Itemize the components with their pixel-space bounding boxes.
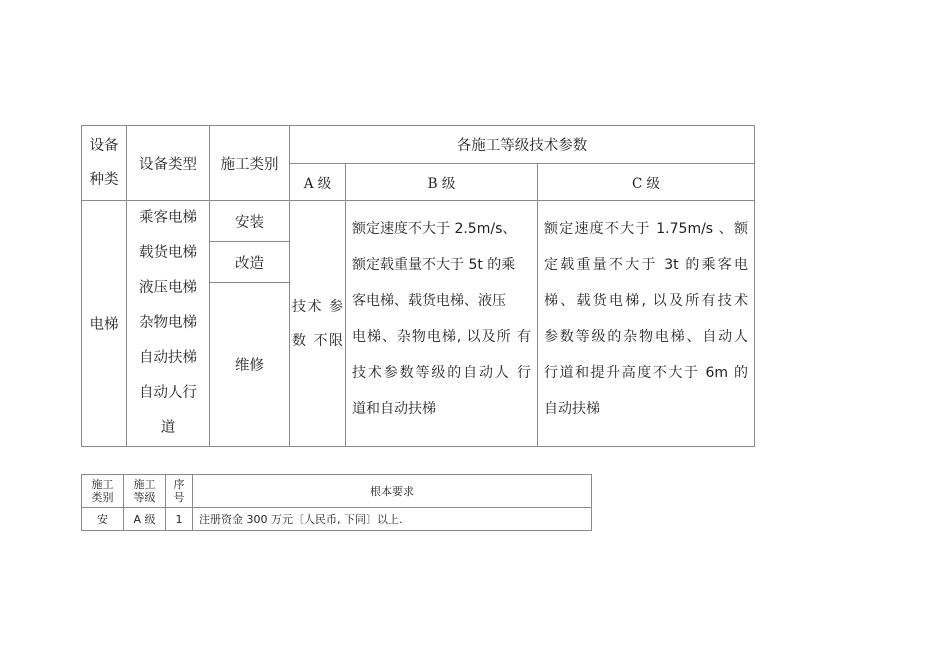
grade-a-line: 技术 参 — [292, 298, 343, 315]
basic-requirements-table — [81, 474, 592, 531]
grade-c-line: 自动扶梯 — [544, 401, 600, 417]
cell-grade: A 级 — [124, 508, 166, 531]
cell-seq: 1 — [166, 508, 193, 531]
header-device-type: 设备类型 — [127, 126, 210, 201]
device-type-item: 自动人行 — [139, 385, 197, 401]
grade-b-line: 额定速度不大于 2.5m/s、 — [352, 221, 517, 237]
header-seq-line: 序 — [173, 478, 185, 491]
device-type-item: 道 — [160, 420, 176, 436]
header-device-kind — [82, 126, 127, 201]
cell-category: 安 — [82, 508, 124, 531]
category-maintain: 维修 — [210, 283, 290, 447]
header-category-line: 施工 — [91, 478, 114, 491]
device-type-item: 液压电梯 — [139, 280, 197, 296]
grade-b-line: 客电梯、载货电梯、液压 — [352, 293, 506, 309]
header-device-kind-line2: 种类 — [89, 172, 119, 188]
device-type-item: 载货电梯 — [139, 245, 197, 261]
header-params-group: 各施工等级技术参数 — [290, 126, 755, 164]
header-device-kind-line1: 设备 — [89, 138, 119, 154]
grade-c-line: 额定速度不大于 1.75m/s 、额 — [544, 221, 749, 237]
grade-c-cell — [538, 201, 755, 447]
device-kind-cell: 电梯 — [82, 201, 127, 447]
category-install: 安装 — [210, 201, 290, 242]
elevator-parameter-table — [81, 125, 755, 447]
category-modify: 改造 — [210, 242, 290, 283]
header-grade-a: A 级 — [290, 164, 346, 201]
header-seq-line: 号 — [173, 491, 185, 504]
header-requirement: 根本要求 — [193, 475, 592, 508]
device-types-cell — [127, 201, 210, 447]
header-category-line: 类别 — [91, 491, 114, 504]
header-seq — [166, 475, 193, 508]
header-category — [82, 475, 124, 508]
grade-c-line: 定载重量不大于 3t 的乘客电 — [544, 257, 749, 273]
grade-b-line: 道和自动扶梯 — [352, 401, 436, 417]
header-grade-c: C 级 — [538, 164, 755, 201]
header-grade-line: 施工 — [133, 478, 156, 491]
grade-c-line: 梯、载货电梯, 以及所有技术 — [544, 293, 749, 309]
header-grade-b: B 级 — [346, 164, 538, 201]
grade-c-line: 行道和提升高度不大于 6m 的 — [544, 365, 749, 381]
grade-b-line: 电梯、杂物电梯, 以及所 有 — [352, 329, 531, 345]
header-grade — [124, 475, 166, 508]
grade-a-line: 数 不限 — [292, 332, 343, 349]
device-type-item: 杂物电梯 — [139, 315, 197, 331]
header-grade-line: 等级 — [133, 491, 156, 504]
device-type-item: 自动扶梯 — [139, 350, 197, 366]
grade-b-line: 额定载重量不大于 5t 的乘 — [352, 257, 516, 273]
grade-b-cell — [346, 201, 538, 447]
grade-c-line: 参数等级的杂物电梯、自动人 — [544, 329, 749, 345]
cell-requirement: 注册资金 300 万元〔人民币, 下同〕以上. — [193, 508, 592, 531]
grade-b-line: 技术参数等级的自动人 行 — [352, 365, 531, 381]
device-type-item: 乘客电梯 — [139, 210, 197, 226]
grade-a-cell — [290, 201, 346, 447]
header-construction-category: 施工类别 — [210, 126, 290, 201]
